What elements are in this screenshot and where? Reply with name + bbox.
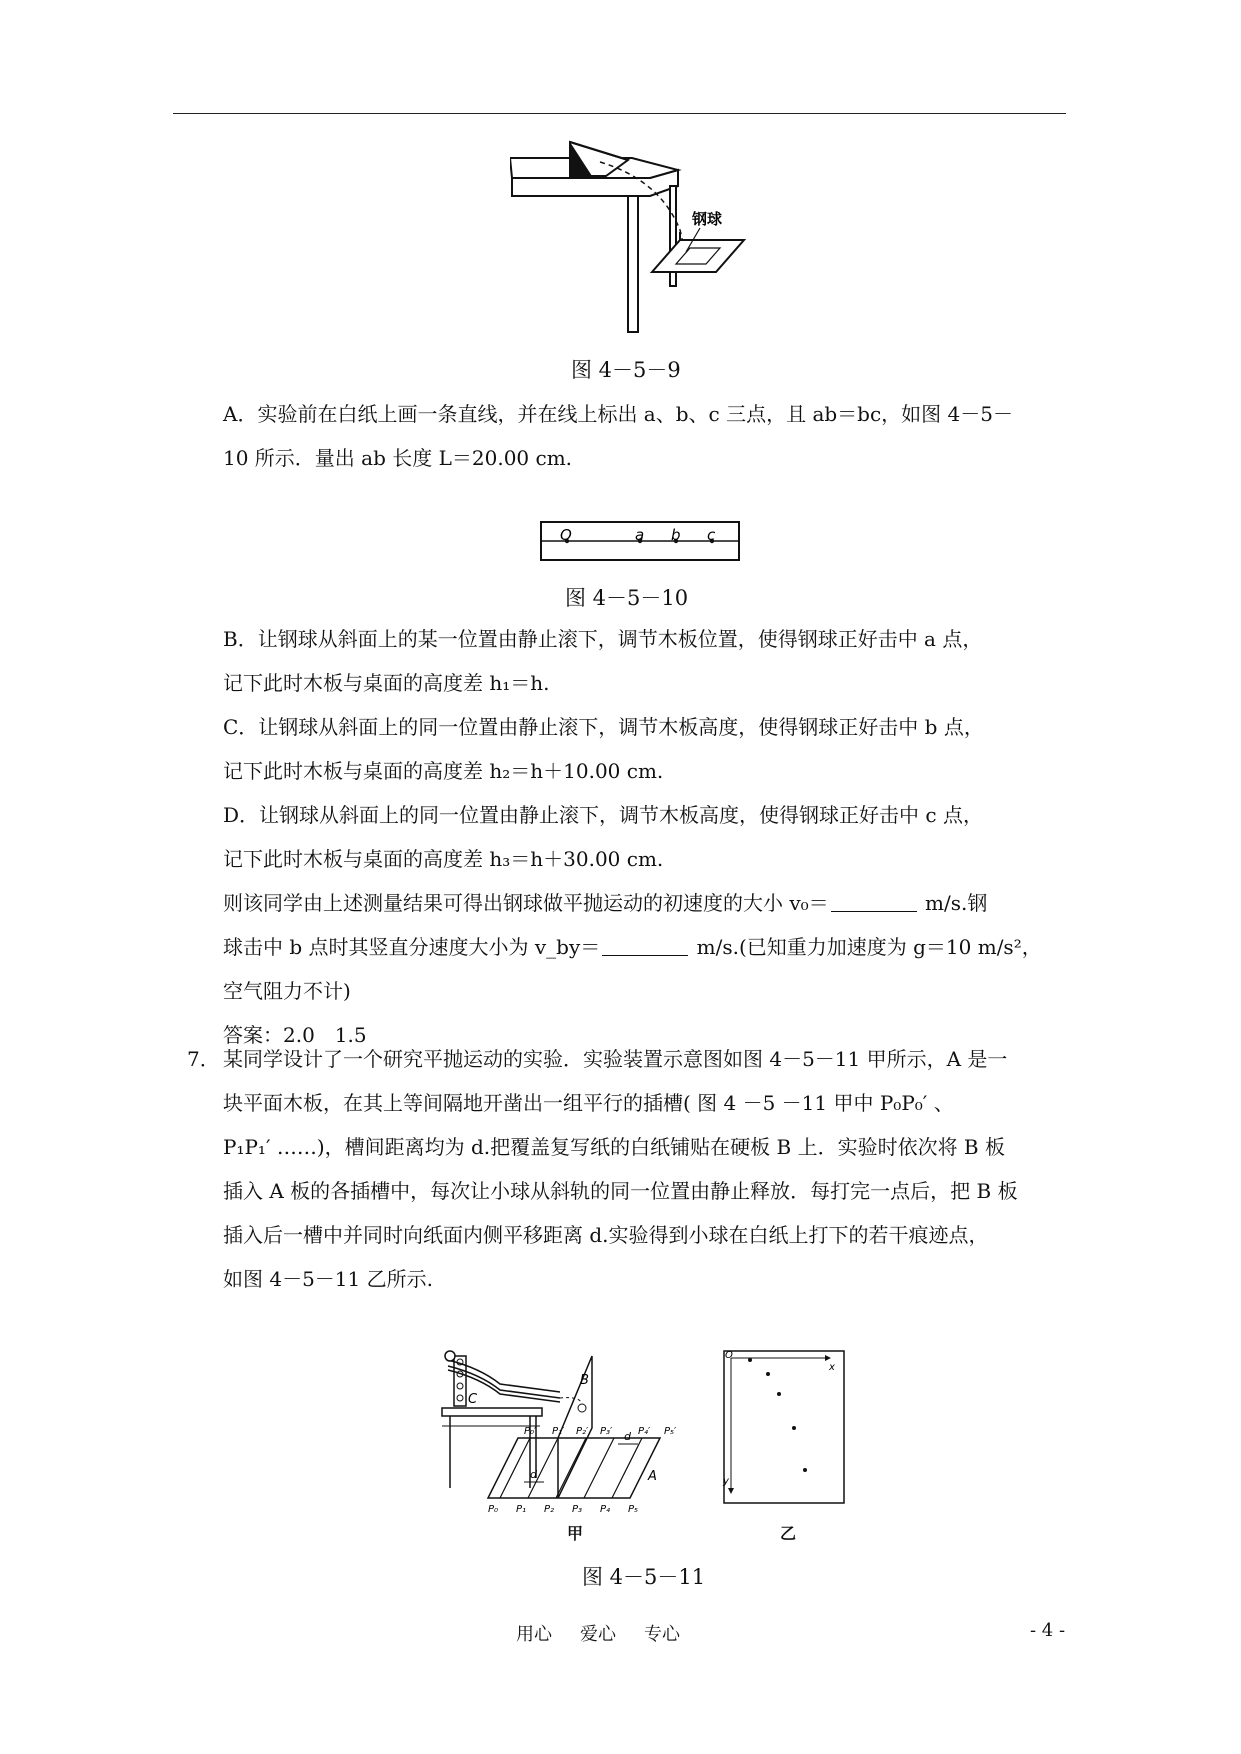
step-c-line1: C．让钢球从斜面上的同一位置由静止滚下，调节木板高度，使得钢球正好击中 b 点， — [223, 715, 984, 739]
q7-line3: P₁P₁′ ……)，槽间距离均为 d.把覆盖复写纸的白纸铺贴在硬板 B 上．实验时依次将 B 板 — [223, 1135, 1005, 1159]
label-p4-prime: P₄′ — [638, 1426, 651, 1437]
step-b-line1: B．让钢球从斜面上的某一位置由静止滚下，调节木板位置，使得钢球正好击中 a 点， — [223, 627, 983, 651]
label-b: B — [580, 1373, 589, 1388]
axis-x-label: x — [829, 1362, 835, 1373]
q7-line4: 插入 A 板的各插槽中，每次让小球从斜轨的同一位置由静止释放．每打完一点后，把 B 板 — [223, 1179, 1018, 1203]
figure-4-5-10 — [540, 521, 740, 563]
q7-line6: 如图 4－5－11 乙所示. — [223, 1267, 433, 1291]
figure-4-5-9 — [510, 140, 760, 340]
subcaption-jia: 甲 — [567, 1524, 584, 1543]
figure-4-5-11-jia — [440, 1348, 700, 1518]
v0-blank[interactable] — [831, 891, 917, 912]
step-a-line2: 10 所示．量出 ab 长度 L＝20.00 cm. — [223, 446, 573, 470]
q7-line1: 某同学设计了一个研究平抛运动的实验．实验装置示意图如图 4－5－11 甲所示，A 是一 — [223, 1047, 1008, 1071]
q6-line1-a: 则该同学由上述测量结果可得出钢球做平抛运动的初速度的大小 v₀＝ — [223, 891, 829, 915]
steps-bcd-q6 — [223, 617, 1063, 1057]
q6-line2 — [223, 925, 1063, 969]
label-p4: P₄ — [600, 1504, 611, 1515]
q6-line2-a: 球击中 b 点时其竖直分速度大小为 v_by＝ — [223, 935, 601, 959]
q7-line2: 块平面木板，在其上等间隔地开凿出一组平行的插槽( 图 4 －5 －11 甲中 P₀P₀′ 、 — [223, 1091, 954, 1115]
step-d-line2: 记下此时木板与桌面的高度差 h₃＝h＋30.00 cm. — [223, 847, 664, 871]
point-b-label: b — [671, 526, 681, 544]
header-rule — [173, 113, 1066, 114]
point-o-label: O — [560, 526, 572, 544]
point-a-label: a — [635, 526, 645, 544]
step-a-line1: A．实验前在白纸上画一条直线，并在线上标出 a、b、c 三点，且 ab＝bc，如图 4－5－ — [223, 402, 1013, 426]
label-p2: P₂ — [544, 1504, 555, 1515]
axis-origin-label: O — [725, 1350, 733, 1361]
steel-ball-label: 钢球 — [692, 210, 723, 228]
label-p3: P₃ — [572, 1504, 583, 1515]
label-a: A — [648, 1469, 657, 1484]
label-p5-prime: P₅′ — [664, 1426, 677, 1437]
label-p3-prime: P₃′ — [600, 1426, 613, 1437]
question-7 — [223, 1037, 1063, 1301]
caption-4-5-10: 图 4－5－10 — [565, 586, 689, 610]
label-p1: P₁ — [516, 1504, 527, 1515]
q6-line1 — [223, 881, 1063, 925]
label-d-upper: d — [624, 1430, 631, 1443]
footer-motto-1: 用心 — [516, 1624, 552, 1645]
label-p0-prime: P₀′ — [524, 1426, 537, 1437]
subcaption-yi: 乙 — [780, 1524, 797, 1543]
q7-line5: 插入后一槽中并同时向纸面内侧平移距离 d.实验得到小球在白纸上打下的若干痕迹点， — [223, 1223, 989, 1247]
vby-blank[interactable] — [602, 935, 688, 956]
figure-4-5-11-yi — [717, 1348, 847, 1508]
caption-4-5-9: 图 4－5－9 — [571, 358, 681, 382]
label-p1-prime: P₁′ — [552, 1426, 565, 1437]
step-b-line2: 记下此时木板与桌面的高度差 h₁＝h. — [223, 671, 550, 695]
q6-line2-b: m/s.(已知重力加速度为 g＝10 m/s²， — [690, 935, 1042, 959]
step-d-line1: D．让钢球从斜面上的同一位置由静止滚下，调节木板高度，使得钢球正好击中 c 点， — [223, 803, 983, 827]
footer-motto-2: 爱心 — [580, 1624, 616, 1645]
label-p0: P₀ — [488, 1504, 499, 1515]
axis-y-label: y — [723, 1476, 729, 1487]
page-number: - 4 - — [1030, 1620, 1066, 1641]
label-p5: P₅ — [628, 1504, 639, 1515]
label-d-lower: d — [530, 1468, 537, 1481]
question-7-number: 7． — [187, 1047, 220, 1071]
label-p2-prime: P₂′ — [576, 1426, 589, 1437]
step-c-line2: 记下此时木板与桌面的高度差 h₂＝h＋10.00 cm. — [223, 759, 664, 783]
footer-motto-3: 专心 — [644, 1624, 680, 1645]
caption-4-5-11: 图 4－5－11 — [582, 1565, 706, 1589]
q6-answer: 答案：2.0 1.5 — [223, 1023, 367, 1047]
point-c-label: c — [707, 526, 716, 544]
label-c: C — [468, 1392, 478, 1407]
step-a — [223, 392, 1063, 480]
q6-line3: 空气阻力不计) — [223, 979, 351, 1003]
q6-line1-b: m/s.钢 — [918, 891, 988, 915]
